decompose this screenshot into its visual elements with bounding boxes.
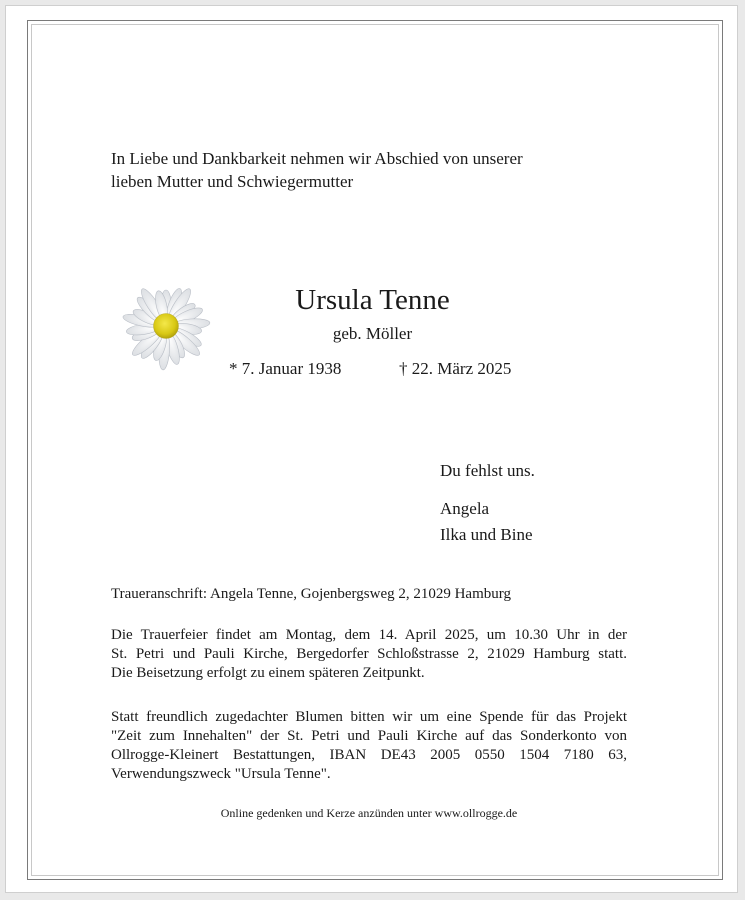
mourning-address: Traueranschrift: Angela Tenne, Gojenbergsweg 2, 21029 Hamburg — [111, 586, 511, 602]
intro-text — [111, 147, 523, 193]
donation-line: Ollrogge-Kleinert Bestattungen, IBAN DE43 2005 0550 1504 7180 63, — [111, 747, 627, 763]
death-date: † 22. März 2025 — [399, 359, 512, 378]
online-memorial-link[interactable]: Online gedenken und Kerze anzünden unter www.ollrogge.de — [220, 806, 518, 820]
daisy-icon — [117, 285, 213, 375]
donation-info — [111, 708, 627, 784]
donation-line: Verwendungszweck "Ursula Tenne". — [111, 766, 331, 782]
signature-block — [440, 461, 535, 548]
service-line: Die Trauerfeier findet am Montag, dem 14. April 2025, um 10.30 Uhr in der — [111, 627, 627, 643]
intro-line: lieben Mutter und Schwiegermutter — [111, 172, 354, 191]
birth-date: * 7. Januar 1938 — [229, 359, 342, 378]
missed-line: Du fehlst uns. — [440, 461, 535, 480]
deceased-name: Ursula Tenne — [295, 284, 450, 316]
donation-line: "Zeit zum Innehalten" der St. Petri und Pauli Kirche auf das Sonderkonto von — [111, 728, 627, 744]
birth-name: geb. Möller — [332, 324, 413, 343]
service-info — [111, 626, 627, 683]
intro-line: In Liebe und Dankbarkeit nehmen wir Abschied von unserer — [111, 149, 523, 168]
signatory: Ilka und Bine — [440, 525, 533, 544]
service-line: St. Petri und Pauli Kirche, Bergedorfer Schloßstrasse 2, 21029 Hamburg statt. — [111, 646, 627, 662]
signatory: Angela — [440, 499, 490, 518]
donation-line: Statt freundlich zugedachter Blumen bitten wir um eine Spende für das Projekt — [111, 709, 627, 725]
service-line: Die Beisetzung erfolgt zu einem späteren Zeitpunkt. — [111, 665, 425, 681]
